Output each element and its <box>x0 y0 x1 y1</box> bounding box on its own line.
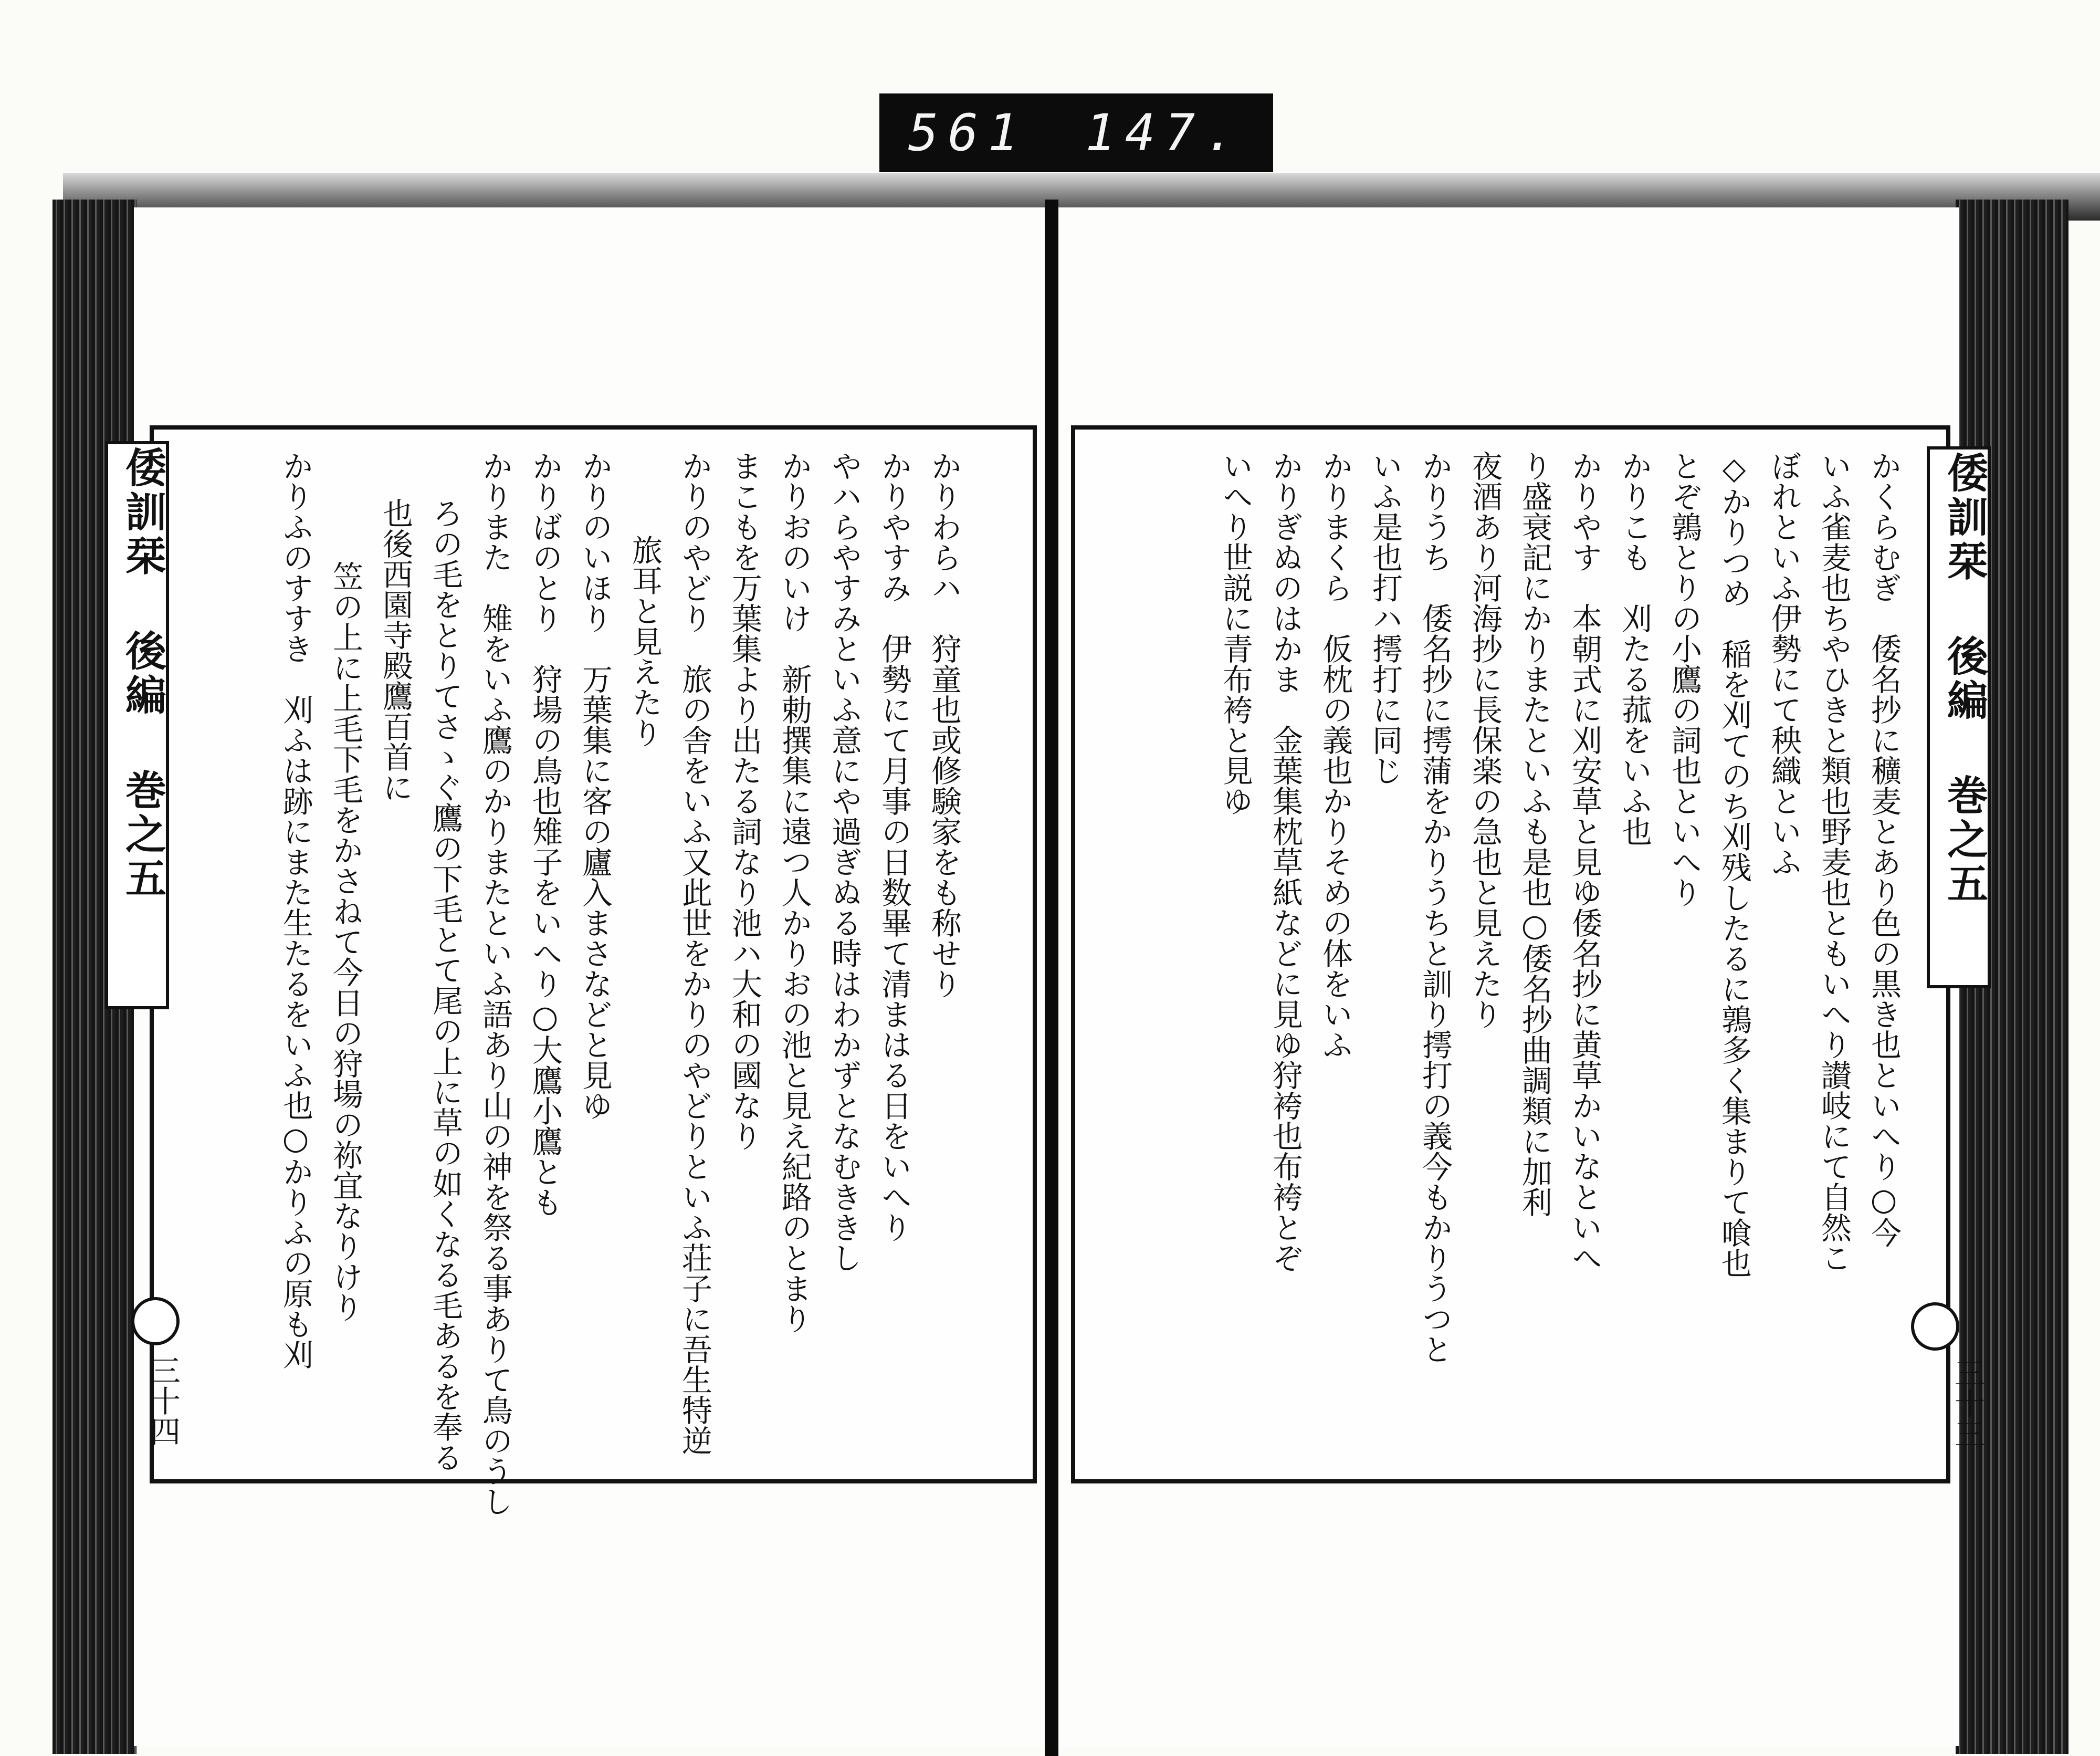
left-column-11: ろの毛をとりてさゝぐ鷹の下毛とて尾の上に草の如くなる毛あるを奉る <box>427 498 463 1472</box>
archive-label <box>879 93 1273 172</box>
left-page-frame <box>150 425 1037 1517</box>
right-column-6: かりこも 刈たる菰をいふ也 <box>1616 451 1652 846</box>
left-column-14: かりふのすすき 刈ふは跡にまた生たるをいふ也○かりふの原も刈 <box>278 451 313 1370</box>
right-column-2: いふ雀麦也ちやひきと類也野麦也ともいへり讃岐にて自然こ <box>1816 451 1852 1273</box>
left-column-1: かりわらハ 狩童也或修験家をも称せり <box>926 451 962 999</box>
left-column-8: かりのいほり 万葉集に客の廬入まさなどと見ゆ <box>577 451 613 1121</box>
left-column-3: やハらやすみといふ意にや過ぎぬる時はわかずとなむききし <box>826 451 862 1273</box>
archive-label-left: 561 <box>908 103 1028 162</box>
right-page-header: 倭訓栞 後編 巻之五 <box>1940 452 1988 906</box>
right-column-5: とぞ鶉とりの小鷹の詞也といへり <box>1666 451 1702 907</box>
right-column-3: ぼれといふ伊勢にて秧織といふ <box>1766 451 1802 877</box>
archive-label-right: 147. <box>1085 103 1245 162</box>
right-folio-circle <box>1911 1302 1959 1351</box>
left-column-6: かりのやどり 旅の舎をいふ又此世をかりのやどりといふ荘子に吾生特逆 <box>677 451 712 1456</box>
left-column-13: 笠の上に上毛下毛をかさねて今日の狩場の祢宜なりけり <box>328 561 363 1322</box>
left-column-10: かりまた 雉をいふ鷹のかりまたといふ語あり山の神を祭る事ありて鳥のうし <box>477 451 513 1517</box>
right-page-frame <box>1071 425 1950 1483</box>
left-column-9: かりばのとり 狩場の鳥也雉子をいへり○大鷹小鷹とも <box>527 451 563 1217</box>
book-spine <box>1045 200 1058 1756</box>
right-column-14: いへり世説に青布袴と見ゆ <box>1217 451 1253 816</box>
left-column-4: かりおのいけ 新勅撰集に遠つ人かりおの池と見え紀路のとまり <box>776 451 812 1334</box>
right-column-8: り盛衰記にかりまたといふも是也○倭名抄曲調類に加利 <box>1517 451 1552 1217</box>
right-folio: 三十三 <box>1949 1357 1985 1449</box>
right-column-7: かりやす 本朝式に刈安草と見ゆ倭名抄に黄草かいなといへ <box>1567 451 1602 1273</box>
left-column-7: 旅耳と見えたり <box>627 535 663 748</box>
left-column-5: まこもを万葉集より出たる詞なり池ハ大和の國なり <box>727 451 762 1151</box>
right-column-10: かりうち 倭名抄に摴蒲をかりうちと訓り摴打の義今もかりうつと <box>1417 451 1453 1364</box>
right-column-12: かりまくら 仮枕の義也かりそめの体をいふ <box>1317 451 1353 1060</box>
left-page-header: 倭訓栞 後編 巻之五 <box>119 446 166 901</box>
right-column-9: 夜酒あり河海抄に長保楽の急也と見えたり <box>1467 451 1503 1029</box>
left-column-2: かりやすみ 伊勢にて月事の日数畢て清まはる日をいへり <box>876 451 912 1242</box>
left-folio: 三十四 <box>145 1355 181 1446</box>
right-column-1: かくらむぎ 倭名抄に穬麦とあり色の黒き也といへり○今 <box>1866 451 1902 1248</box>
right-column-13: かりぎぬのはかま 金葉集枕草紙などに見ゆ狩袴也布袴とぞ <box>1267 451 1303 1273</box>
left-column-12: 也後西園寺殿鷹百首に <box>377 498 413 802</box>
left-folio-circle <box>131 1297 180 1345</box>
right-column-11: いふ是也打ハ摴打に同じ <box>1367 451 1403 786</box>
right-column-4: ◇かりつめ 稲を刈てのち刈残したるに鶉多く集まりて喰也 <box>1716 451 1752 1278</box>
